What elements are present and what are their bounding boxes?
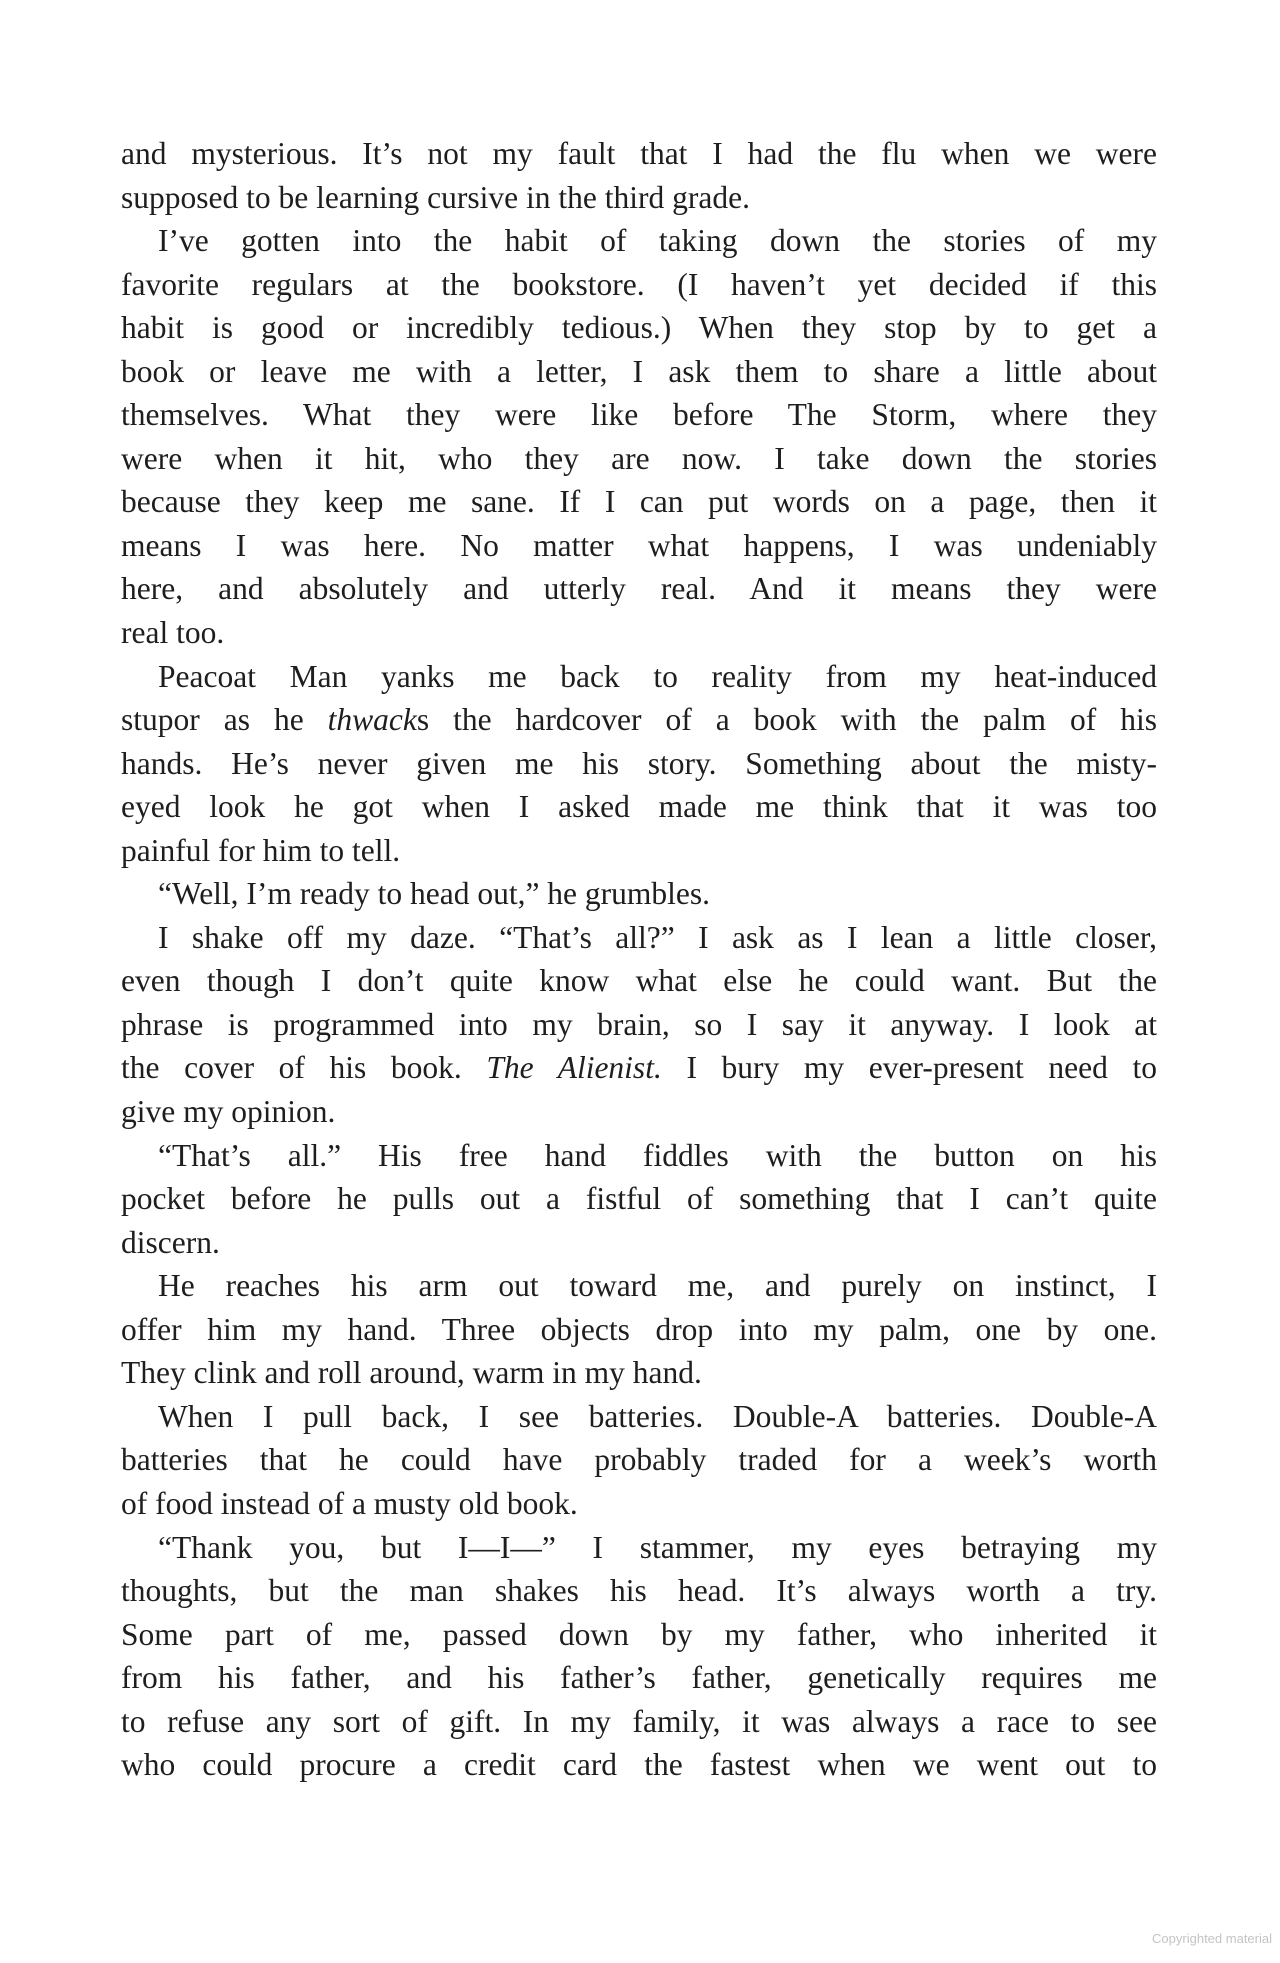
- text-line: They clink and roll around, warm in my hand.: [121, 1355, 702, 1391]
- text-line: give my opinion.: [121, 1094, 336, 1130]
- book-page-text: [121, 132, 1157, 1787]
- text-line: discern.: [121, 1224, 220, 1260]
- paragraph: [121, 1395, 1157, 1526]
- text-line: “Well, I’m ready to head out,” he grumbles.: [158, 876, 711, 912]
- text-segment: stupor as he: [121, 702, 328, 738]
- text-line: themselves. What they were like before The Storm, where they: [121, 397, 1157, 433]
- text-line: real too.: [121, 615, 225, 651]
- text-segment: s the hardcover of a book with the palm of his: [416, 702, 1157, 738]
- text-line: who could procure a credit card the fastest when we went out to: [121, 1747, 1157, 1783]
- text-line: were when it hit, who they are now. I take down the stories: [121, 440, 1157, 476]
- text-line: because they keep me sane. If I can put words on a page, then it: [121, 484, 1157, 520]
- paragraph: [121, 872, 1157, 916]
- paragraph: [121, 1134, 1157, 1265]
- text-line: “Thank you, but I—I—” I stammer, my eyes betraying my: [158, 1529, 1157, 1565]
- text-line: thoughts, but the man shakes his head. It’s always worth a try.: [121, 1573, 1157, 1609]
- text-line: supposed to be learning cursive in the third grade.: [121, 179, 750, 215]
- text-line: habit is good or incredibly tedious.) When they stop by to get a: [121, 310, 1157, 346]
- paragraph: [121, 219, 1157, 654]
- paragraph: [121, 132, 1157, 219]
- text-segment: I bury my ever-present need to: [661, 1050, 1158, 1086]
- text-line: hands. He’s never given me his story. Something about the misty-: [121, 745, 1157, 781]
- italic-text: thwack: [327, 702, 417, 738]
- text-line: means I was here. No matter what happens, I was undeniably: [121, 527, 1157, 563]
- text-line: book or leave me with a letter, I ask them to share a little about: [121, 353, 1157, 389]
- text-line: [121, 1046, 1157, 1090]
- text-line: even though I don’t quite know what else he could want. But the: [121, 963, 1157, 999]
- text-line: of food instead of a musty old book.: [121, 1485, 578, 1521]
- text-line: favorite regulars at the bookstore. (I haven’t yet decided if this: [121, 266, 1157, 302]
- copyright-watermark: Copyrighted material: [1152, 1931, 1272, 1946]
- text-line: Peacoat Man yanks me back to reality from my heat-induced: [158, 658, 1157, 694]
- text-line: from his father, and his father’s father, genetically requires me: [121, 1660, 1157, 1696]
- text-line: pocket before he pulls out a fistful of something that I can’t quite: [121, 1181, 1157, 1217]
- text-line: eyed look he got when I asked made me think that it was too: [121, 789, 1157, 825]
- text-line: offer him my hand. Three objects drop into my palm, one by one.: [121, 1311, 1157, 1347]
- italic-text: The Alienist.: [486, 1050, 662, 1086]
- text-line: He reaches his arm out toward me, and purely on instinct, I: [158, 1268, 1157, 1304]
- text-line: “That’s all.” His free hand fiddles with the button on his: [158, 1137, 1157, 1173]
- paragraph: [121, 1264, 1157, 1395]
- text-line: painful for him to tell.: [121, 832, 401, 868]
- text-line: batteries that he could have probably traded for a week’s worth: [121, 1442, 1157, 1478]
- text-line: Some part of me, passed down by my father, who inherited it: [121, 1616, 1157, 1652]
- paragraph: [121, 916, 1157, 1134]
- text-line: I shake off my daze. “That’s all?” I ask as I lean a little closer,: [158, 919, 1157, 955]
- text-line: When I pull back, I see batteries. Double-A batteries. Double-A: [158, 1398, 1157, 1434]
- text-line: to refuse any sort of gift. In my family, it was always a race to see: [121, 1703, 1157, 1739]
- text-line: phrase is programmed into my brain, so I say it anyway. I look at: [121, 1006, 1157, 1042]
- text-line: here, and absolutely and utterly real. And it means they were: [121, 571, 1157, 607]
- text-line: [121, 698, 1157, 742]
- paragraph: [121, 1526, 1157, 1787]
- text-line: and mysterious. It’s not my fault that I had the flu when we were: [121, 136, 1157, 171]
- paragraph: [121, 655, 1157, 873]
- text-segment: the cover of his book.: [121, 1050, 487, 1086]
- text-line: I’ve gotten into the habit of taking down the stories of my: [158, 223, 1157, 259]
